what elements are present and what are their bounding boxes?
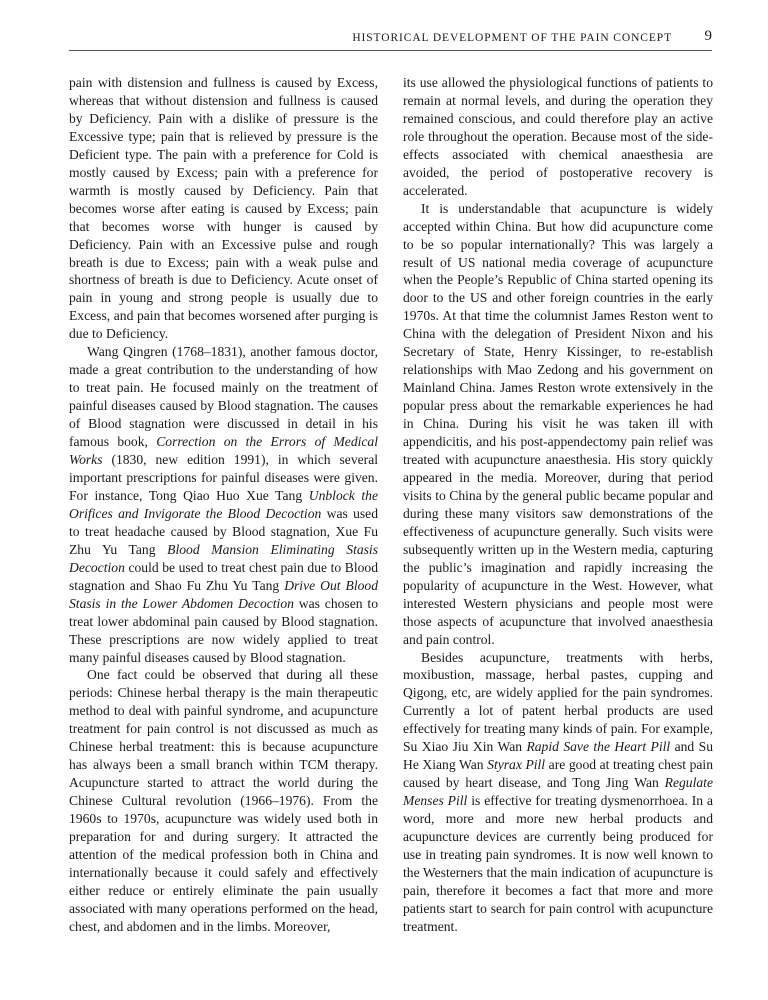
paragraph: It is understandable that acupuncture is widely accepted within China. But how did acupuncture come to be so popular internationally? This was largely a result of US national media coverage of acupuncture when the People’s Republic of China started opening its door to the US and other foreign countries in the early 1970s. At that time the columnist James Reston went to China with the delegation of President Nixon and his Secretary of State, Henry Kissinger, to re-establish relationships with Mao Zedong and his government on Mainland China. James Reston wrote extensively in the popular press about the remarkable experiences he had in China. During his visit he was taken ill with appendicitis, and his post-appendectomy pain relief was treated with acupuncture anaesthesia. His story quickly appeared in the media. Moreover, during that period visits to China by the general public became popular and during these many visitors saw demonstrations of the effectiveness of acupuncture generally. Such visits were subsequently written up in the Western media, capturing the public’s imagination and rapidly increasing the popularity of acupuncture in the West. However, what interested Western physicians and people most were those aspects of acupuncture that involved anaesthesia and pain control. [403,200,713,647]
pill-name: Rapid Save the Heart Pill [526,739,671,755]
right-column [403,74,713,936]
decoction-name: Unblock the Orifices and Invigorate the Blood Decoction [69,487,379,521]
running-head: HISTORICAL DEVELOPMENT OF THE PAIN CONCEPT [352,32,672,44]
page-header [69,28,712,51]
paragraph: Besides acupuncture, treatments with herbs, moxibustion, massage, herbal pastes, cupping and Qigong, etc, are widely applied for the pain syndromes. Currently a lot of patent herbal products are used effectively for treating many kinds of pain. For example, Su Xiao Jiu Xin Wan Rapid Save the Heart Pill and Su He Xiang Wan Styrax Pill are good at treating chest pain caused by heart disease, and Tong Jing Wan Regulate Menses Pill is effective for treating dysmenorrhoea. In a word, more and more new herbal products and acupuncture devices are currently being produced for use in treating pain syndromes. It is now well known to the Westerners that the main indication of acupuncture is pain, therefore it becomes a fact that more and more patients start to search for pain control with acupuncture treatment. [403,649,714,934]
decoction-name: Blood Mansion Eliminating Stasis Decoction [69,541,378,575]
paragraph: its use allowed the physiological functions of patients to remain at normal levels, and during the operation they remained conscious, and could therefore play an active role throughout the operation. Because most of the side-effects associated with chemical anaesthesia are avoided, the period of postoperative recovery is accelerated. [403,75,713,198]
paragraph: pain with distension and fullness is caused by Excess, whereas that without distension and fullness is caused by Deficiency. Pain with a dislike of pressure is the Excessive type; pain that is relieved by pressure is the Deficient type. The pain with a preference for Cold is mostly caused by Excess; pain with a preference for warmth is mostly caused by Deficiency. Pain that becomes worse after eating is caused by Excess; pain that becomes worse with hunger is caused by Deficiency. Pain with an Excessive pulse and rough breath is due to Excess; pain with a weak pulse and shortness of breath is due to Deficiency. Acute onset of pain in young and strong people is usually due to Excess, and pain that becomes worsened after purging is due to Deficiency. [69,75,378,342]
book-title: Correction on the Errors of Medical Works [69,434,379,468]
decoction-name: Drive Out Blood Stasis in the Lower Abdomen Decoction [69,577,378,611]
pill-name: Styrax Pill [487,757,546,773]
left-column [69,74,378,936]
page-number: 9 [704,28,712,44]
pill-name: Regulate Menses Pill [403,775,713,809]
paragraph: One fact could be observed that during all these periods: Chinese herbal therapy is the main therapeutic method to deal with painful syndrome, and acupuncture treatment for pain control is not discussed as much as Chinese herbal treatment: this is because acupuncture has always been a small branch within TCM therapy. Acupuncture started to attract the world during the Chinese Cultural revolution (1966–1976). From the 1960s to 1970s, acupuncture was widely used both in preparation for and during surgery. It attracted the attention of the medical profession both in China and internationally because it could safely and effectively either reduce or entirely eliminate the pain usually associated with many operations performed on the head, chest, and abdomen and in the limbs. Moreover, [69,667,378,934]
paragraph: Wang Qingren (1768–1831), another famous doctor, made a great contribution to the understanding of how to treat pain. He focused mainly on the treatment of painful diseases caused by Blood stagnation. The causes of Blood stagnation were discussed in detail in his famous book, Correction on the Errors of Medical Works (1830, new edition 1991), in which several important prescriptions for painful diseases were given. For instance, Tong Qiao Huo Xue Tang Unblock the Orifices and Invigorate the Blood Decoction was used to treat headache caused by Blood stagnation, Xue Fu Zhu Yu Tang Blood Mansion Eliminating Stasis Decoction could be used to treat chest pain due to Blood stagnation and Shao Fu Zhu Yu Tang Drive Out Blood Stasis in the Lower Abdomen Decoction was chosen to treat lower abdominal pain caused by Blood stagnation. These prescriptions are now widely applied to treat many painful diseases caused by Blood stagnation. [69,344,379,665]
